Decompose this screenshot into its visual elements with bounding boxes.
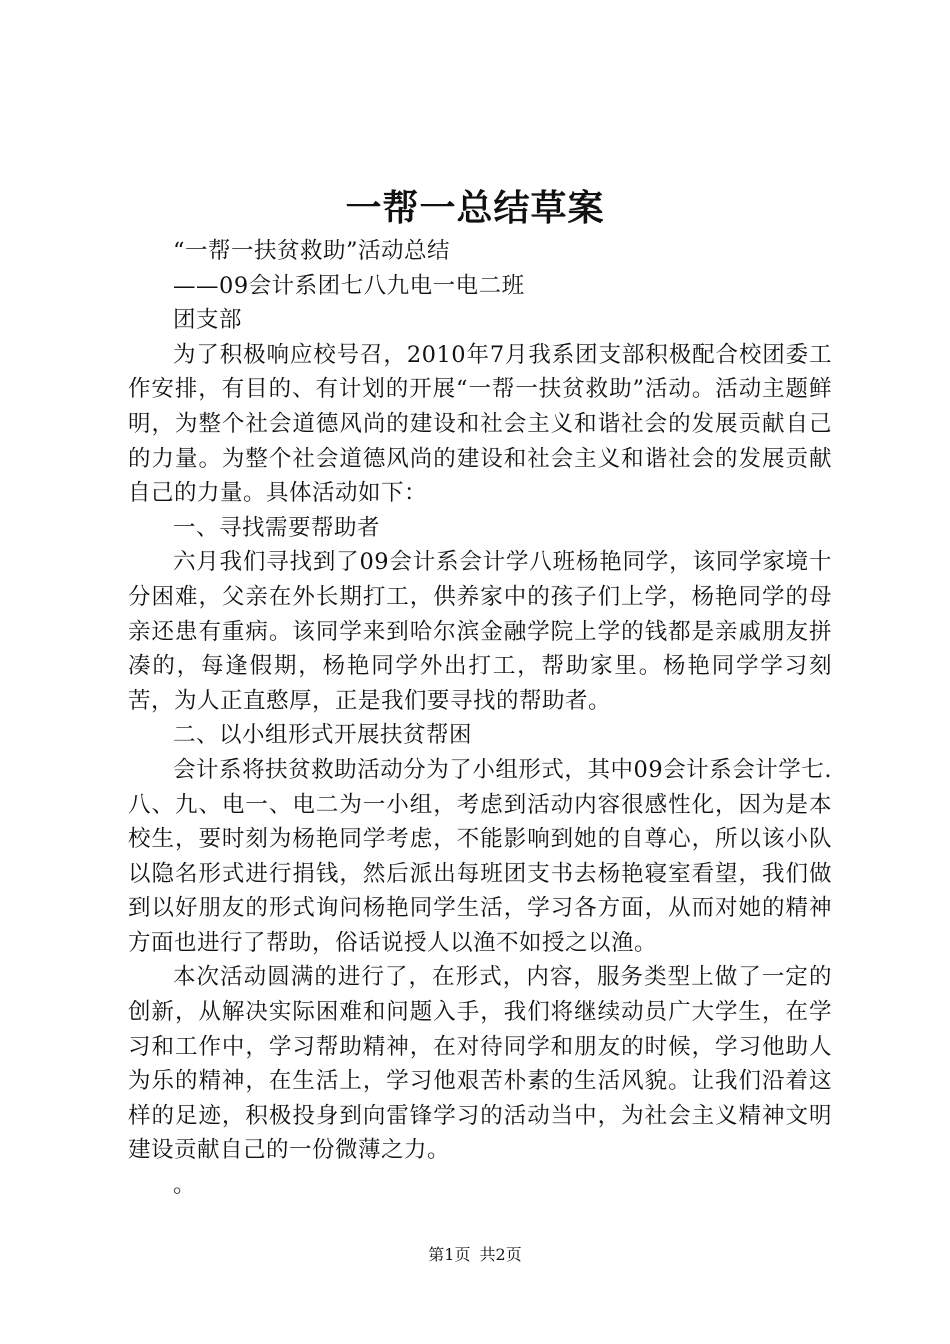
document-title: 一帮一总结草案 (345, 187, 605, 229)
subtitle-dept-paragraph: ——09会计系团七八九电一电二班 (173, 272, 525, 299)
intro-paragraph: 为了积极响应校号召，2010年7月我系团支部积极配合校团委工作安排，有目的、有计划的开展“一帮一扶贫救助”活动。活动主题鲜明，为整个社会道德风尚的建设和社会主义和谐社会的发展贡献自己的力量。为整个社会道德风尚的建设和社会主义和谐社会的发展贡献自己的力量。具体活动如下： (128, 341, 832, 507)
conclusion-paragraph: 本次活动圆满的进行了，在形式，内容，服务类型上做了一定的创新，从解决实际困难和问题入手，我们将继续动员广大学生，在学习和工作中，学习帮助精神，在对待同学和朋友的时候，学习他助人为乐的精神，在生活上，学习他艰苦朴素的生活风貌。让我们沿着这样的足迹，积极投身到向雷锋学习的活动当中，为社会主义精神文明建设贡献自己的一份微薄之力。 (128, 964, 832, 1164)
closing-mark-paragraph: 。 (173, 1172, 197, 1199)
page-total: 共2页 (479, 1245, 522, 1264)
subtitle-paragraph: “一帮一扶贫救助”活动总结 (173, 238, 451, 264)
section-2-paragraph: 会计系将扶贫救助活动分为了小组形式，其中09会计系会计学七.八、九、电一、电二为一小组，考虑到活动内容很感性化，因为是本校生，要时刻为杨艳同学考虑，不能影响到她的自尊心，所以该小队以隐名形式进行捐钱，然后派出每班团支书去杨艳寝室看望，我们做到以好朋友的形式询问杨艳同学生活，学习各方面，从而对她的精神方面也进行了帮助，俗话说授人以渔不如授之以渔。 (128, 756, 832, 956)
document-body (128, 234, 832, 1203)
section-heading-1: 一、寻找需要帮助者 (173, 514, 381, 541)
section-heading-2: 二、以小组形式开展扶贫帮困 (173, 722, 473, 749)
page-footer (0, 1244, 950, 1266)
section-1-paragraph: 六月我们寻找到了09会计系会计学八班杨艳同学，该同学家境十分困难，父亲在外长期打工，供养家中的孩子们上学，杨艳同学的母亲还患有重病。该同学来到哈尔滨金融学院上学的钱都是亲戚朋友拼凑的，每逢假期，杨艳同学外出打工，帮助家里。杨艳同学学习刻苦，为人正直憨厚，正是我们要寻找的帮助者。 (128, 549, 832, 714)
subtitle-branch-paragraph: 团支部 (173, 307, 243, 334)
page-number: 第1页 (428, 1245, 471, 1264)
